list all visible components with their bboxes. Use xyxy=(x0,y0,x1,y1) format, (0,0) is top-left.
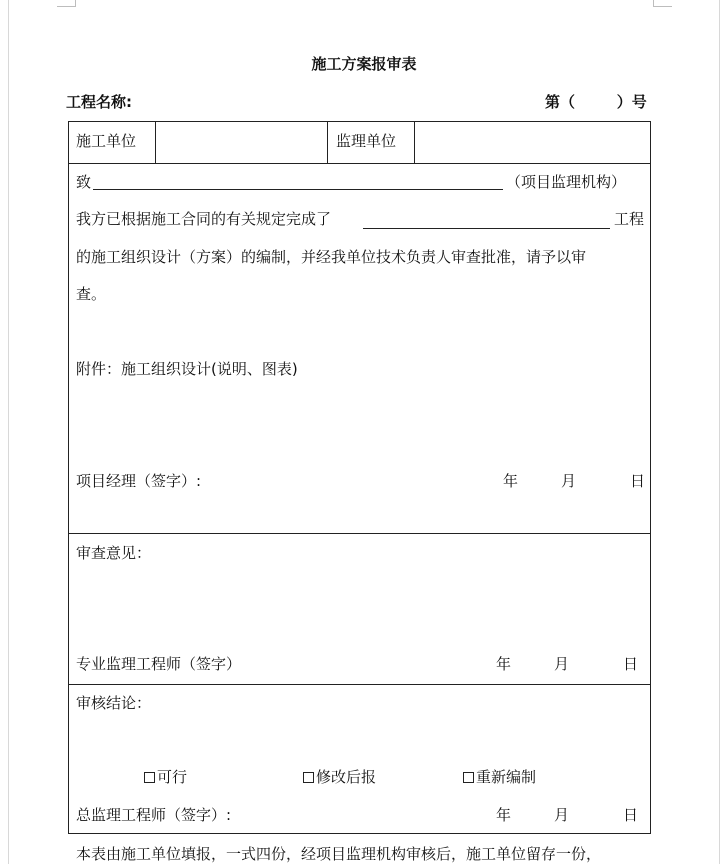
review-opinion-label: 审查意见： xyxy=(76,544,152,562)
form-number-label: 第（ ）号 xyxy=(545,93,647,111)
body-line3: 查。 xyxy=(76,285,107,303)
project-name-label: 工程名称: xyxy=(66,93,132,111)
option-revise-label: 修改后报 xyxy=(316,768,377,786)
to-prefix: 致 xyxy=(76,173,92,191)
manager-sign-label: 项目经理（签字）: xyxy=(76,472,202,490)
option-reprepare[interactable] xyxy=(463,767,536,787)
margin-mark-right xyxy=(654,6,672,7)
supervision-unit-label: 监理单位 xyxy=(336,132,397,150)
engineer-date-day: 日 xyxy=(623,655,639,673)
option-revise[interactable] xyxy=(303,767,376,787)
chief-date-month: 月 xyxy=(554,806,570,824)
form-title: 施工方案报审表 xyxy=(311,55,417,73)
option-reprepare-label: 重新编制 xyxy=(476,768,537,786)
row-divider-2 xyxy=(69,533,650,534)
header-divider-2 xyxy=(327,122,328,164)
conclusion-label: 审核结论： xyxy=(76,694,152,712)
to-blank-line[interactable] xyxy=(93,189,503,190)
page-left-edge xyxy=(8,0,9,864)
body-line1-prefix: 我方已根据施工合同的有关规定完成了 xyxy=(76,210,332,228)
chief-date-day: 日 xyxy=(623,806,639,824)
margin-mark-left xyxy=(57,6,75,7)
row-divider-3 xyxy=(69,684,650,685)
body-line2: 的施工组织设计（方案）的编制，并经我单位技术负责人审查批准，请予以审 xyxy=(76,248,587,266)
footnote-text: 本表由施工单位填报，一式四份，经项目监理机构审核后，施工单位留存一份， xyxy=(76,845,602,863)
body-line1-suffix: 工程 xyxy=(614,210,645,228)
option-feasible-label: 可行 xyxy=(157,768,188,786)
checkbox-reprepare[interactable] xyxy=(463,772,474,783)
approval-form-table xyxy=(68,121,651,834)
construction-unit-label: 施工单位 xyxy=(76,132,137,150)
checkbox-revise[interactable] xyxy=(303,772,314,783)
chief-sign-label: 总监理工程师（签字）: xyxy=(76,806,232,824)
checkbox-feasible[interactable] xyxy=(144,772,155,783)
attachment-text: 附件：施工组织设计(说明、图表) xyxy=(76,360,298,378)
page-right-edge xyxy=(719,0,720,864)
engineer-sign-label: 专业监理工程师（签字） xyxy=(76,655,242,673)
to-suffix: （项目监理机构） xyxy=(506,173,627,191)
project-blank-line[interactable] xyxy=(363,228,610,229)
manager-date-day: 日 xyxy=(630,472,646,490)
margin-mark-left-v xyxy=(75,0,76,7)
option-feasible[interactable] xyxy=(144,767,187,787)
header-divider-1 xyxy=(155,122,156,164)
manager-date-month: 月 xyxy=(561,472,577,490)
engineer-date-year: 年 xyxy=(496,655,512,673)
manager-date-year: 年 xyxy=(503,472,519,490)
row-divider-1 xyxy=(69,163,650,164)
chief-date-year: 年 xyxy=(496,806,512,824)
margin-mark-right-v xyxy=(653,0,654,7)
engineer-date-month: 月 xyxy=(554,655,570,673)
header-divider-3 xyxy=(414,122,415,164)
